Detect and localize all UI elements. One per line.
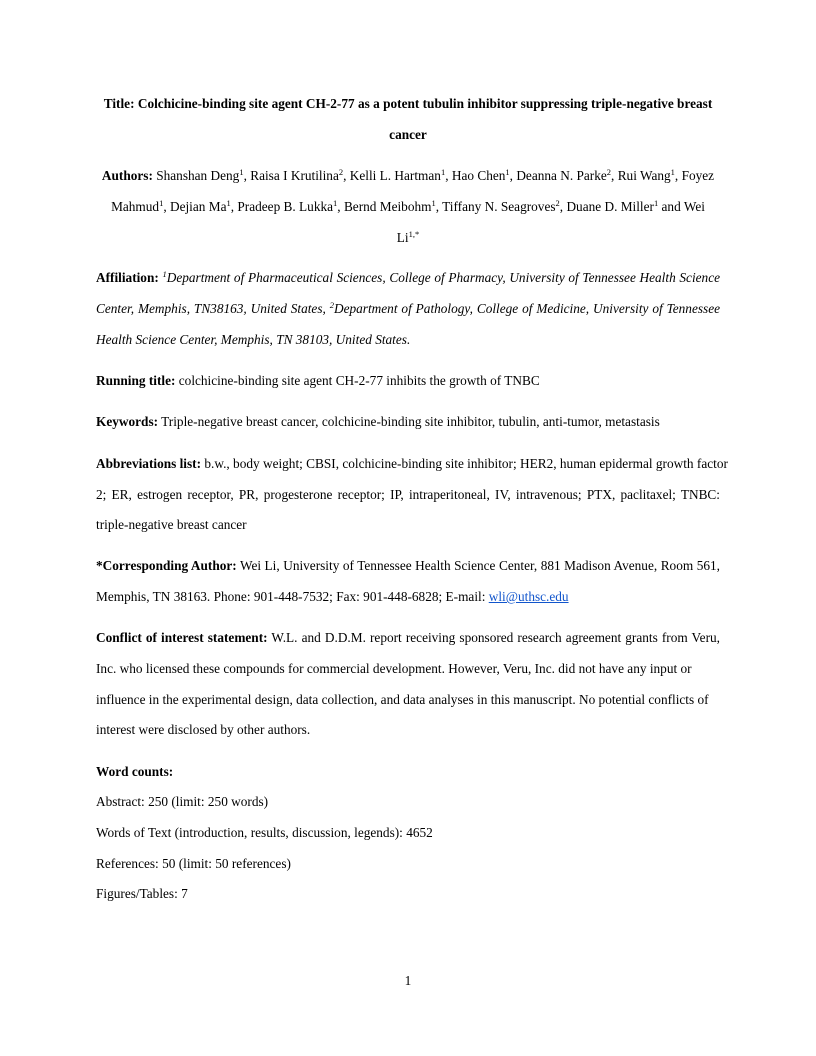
word-count-text	[96, 825, 720, 841]
corresponding-line-2	[96, 589, 720, 605]
keywords-label: Keywords:	[96, 414, 159, 429]
conflict-text: interest were disclosed by other authors.	[96, 722, 311, 737]
author-affiliation-mark: 1	[440, 167, 446, 177]
author-name: Tiffany N. Seagroves	[442, 199, 556, 214]
email-link[interactable]: wli@uthsc.edu	[488, 589, 569, 604]
authors-line-3	[96, 230, 720, 246]
word-count-abstract	[96, 794, 720, 810]
conflict-text: W.L. and D.D.M. report receiving sponsored research agreement grants from Veru,	[271, 630, 720, 645]
running-title-text: colchicine-binding site agent CH-2-77 inhibits the growth of TNBC	[178, 373, 540, 388]
authors-line-2: Mahmud$^1$, Dejian Ma$^1$, Pradeep B. Lukka$^1$, Bernd Meibohm$^1$, Tiffany N. Seagroves$^2$, Duane D. Miller$^1$ and Wei	[111, 198, 705, 214]
author-name: Rui Wang	[617, 168, 671, 183]
author-affiliation-mark: 2	[606, 167, 612, 177]
corresponding-line-1	[96, 558, 720, 574]
title-line-1	[96, 96, 720, 112]
abbreviations-text: 2; ER, estrogen receptor, PR, progesterone receptor; IP, intraperitoneal, IV, intravenous; PTX, paclitaxel; TNBC:	[96, 487, 720, 502]
corresponding-text: Wei Li, University of Tennessee Health Science Center, 881 Madison Avenue, Room 561,	[239, 558, 720, 573]
author-name: Shanshan Deng	[156, 168, 240, 183]
word-count-references-text: References: 50 (limit: 50 references)	[96, 856, 291, 871]
abbreviations-label: Abbreviations list:	[96, 456, 202, 471]
affiliation-mark: 1	[162, 269, 167, 279]
word-count-abstract-text: Abstract: 250 (limit: 250 words)	[96, 794, 269, 809]
word-count-references	[96, 856, 720, 872]
running-title	[96, 373, 720, 389]
author-affiliation-mark: 2	[338, 167, 344, 177]
author-affiliation-mark: 1	[159, 198, 164, 208]
conflict-line-4	[96, 722, 720, 738]
abbreviations-line-1	[96, 456, 728, 472]
running-title-label: Running title:	[96, 373, 176, 388]
author-name-first: Foyez	[681, 168, 715, 183]
author-affiliation-mark: 2	[555, 198, 560, 208]
conflict-text: influence in the experimental design, data collection, and data analyses in this manuscript. No potential conflicts of	[96, 692, 709, 707]
title-text-cont: cancer	[389, 127, 427, 142]
abbreviations-line-2	[96, 487, 720, 503]
author-name: Deanna N. Parke	[516, 168, 607, 183]
word-count-figures	[96, 886, 720, 902]
affiliation-text: Department of Pathology, College of Medicine, University of Tennessee	[334, 301, 720, 316]
author-name: Bernd Meibohm	[343, 199, 432, 214]
conflict-line-3	[96, 692, 720, 708]
author-affiliation-mark: 1	[670, 167, 675, 177]
author-name: Pradeep B. Lukka	[237, 199, 334, 214]
affiliation-line-1	[96, 270, 720, 286]
affiliation-line-2	[96, 301, 720, 317]
affiliation-text: Center, Memphis, TN38163, United States,	[96, 301, 326, 316]
conflict-line-1	[96, 630, 720, 646]
corresponding-text: Memphis, TN 38163. Phone: 901-448-7532; Fax: 901-448-6828; E-mail:	[96, 589, 486, 604]
title-text: Colchicine-binding site agent CH-2-77 as a potent tubulin inhibitor suppressing triple-negative breast	[137, 96, 713, 111]
keywords-text: Triple-negative breast cancer, colchicine-binding site inhibitor, tubulin, anti-tumor, metastasis	[161, 414, 660, 429]
author-name: Duane D. Miller	[566, 199, 654, 214]
author-affiliation-mark: 1	[226, 198, 231, 208]
word-count-figures-text: Figures/Tables: 7	[96, 886, 188, 901]
word-counts-heading	[96, 764, 720, 780]
author-name-last: Mahmud	[111, 199, 160, 214]
author-affiliation-mark: 1,*	[408, 229, 420, 239]
author-name: Kelli L. Hartman	[349, 168, 441, 183]
conflict-label: Conflict of interest statement:	[96, 630, 268, 645]
affiliation-text: Department of Pharmaceutical Sciences, College of Pharmacy, University of Tennessee Health Science	[166, 270, 720, 285]
keywords	[96, 414, 720, 430]
word-counts-label: Word counts:	[96, 764, 174, 779]
author-name: Raisa I Krutilina	[250, 168, 339, 183]
author-affiliation-mark: 1	[333, 198, 338, 208]
author-affiliation-mark: 1	[653, 198, 659, 208]
conflict-line-2	[96, 661, 720, 677]
author-name: Dejian Ma	[169, 199, 227, 214]
affiliation-label: Affiliation:	[96, 270, 159, 285]
corresponding-label: *Corresponding Author:	[96, 558, 237, 573]
authors-label: Authors:	[101, 168, 153, 183]
word-count-text-text: Words of Text (introduction, results, discussion, legends): 4652	[96, 825, 433, 840]
and-separator: and	[661, 199, 681, 214]
page-number: 1	[404, 973, 412, 988]
abbreviations-line-3	[96, 517, 720, 533]
authors-line-1: Authors: Shanshan Deng$^1$, Raisa I Krutilina$^2$, Kelli L. Hartman$^1$, Hao Chen$^1$, Deanna N. Parke$^2$, Rui Wang$^1$, Foyez	[101, 167, 715, 183]
author-name-first: Wei	[683, 199, 705, 214]
affiliation-mark: 2	[329, 300, 334, 310]
abbreviations-text: b.w., body weight; CBSI, colchicine-binding site inhibitor; HER2, human epidermal growth factor	[204, 456, 728, 471]
affiliation-text: Health Science Center, Memphis, TN 38103, United States.	[96, 332, 411, 347]
author-affiliation-mark: 1	[431, 198, 436, 208]
conflict-text: Inc. who licensed these compounds for commercial development. However, Veru, Inc. did not have any input or	[96, 661, 692, 676]
author-name-last: Li	[396, 230, 409, 245]
title-label: Title:	[103, 96, 135, 111]
author-affiliation-mark: 1	[505, 167, 510, 177]
title-line-2	[96, 127, 720, 143]
abbreviations-text: triple-negative breast cancer	[96, 517, 247, 532]
author-affiliation-mark: 1	[239, 167, 244, 177]
author-name: Hao Chen	[451, 168, 506, 183]
affiliation-line-3	[96, 332, 720, 348]
